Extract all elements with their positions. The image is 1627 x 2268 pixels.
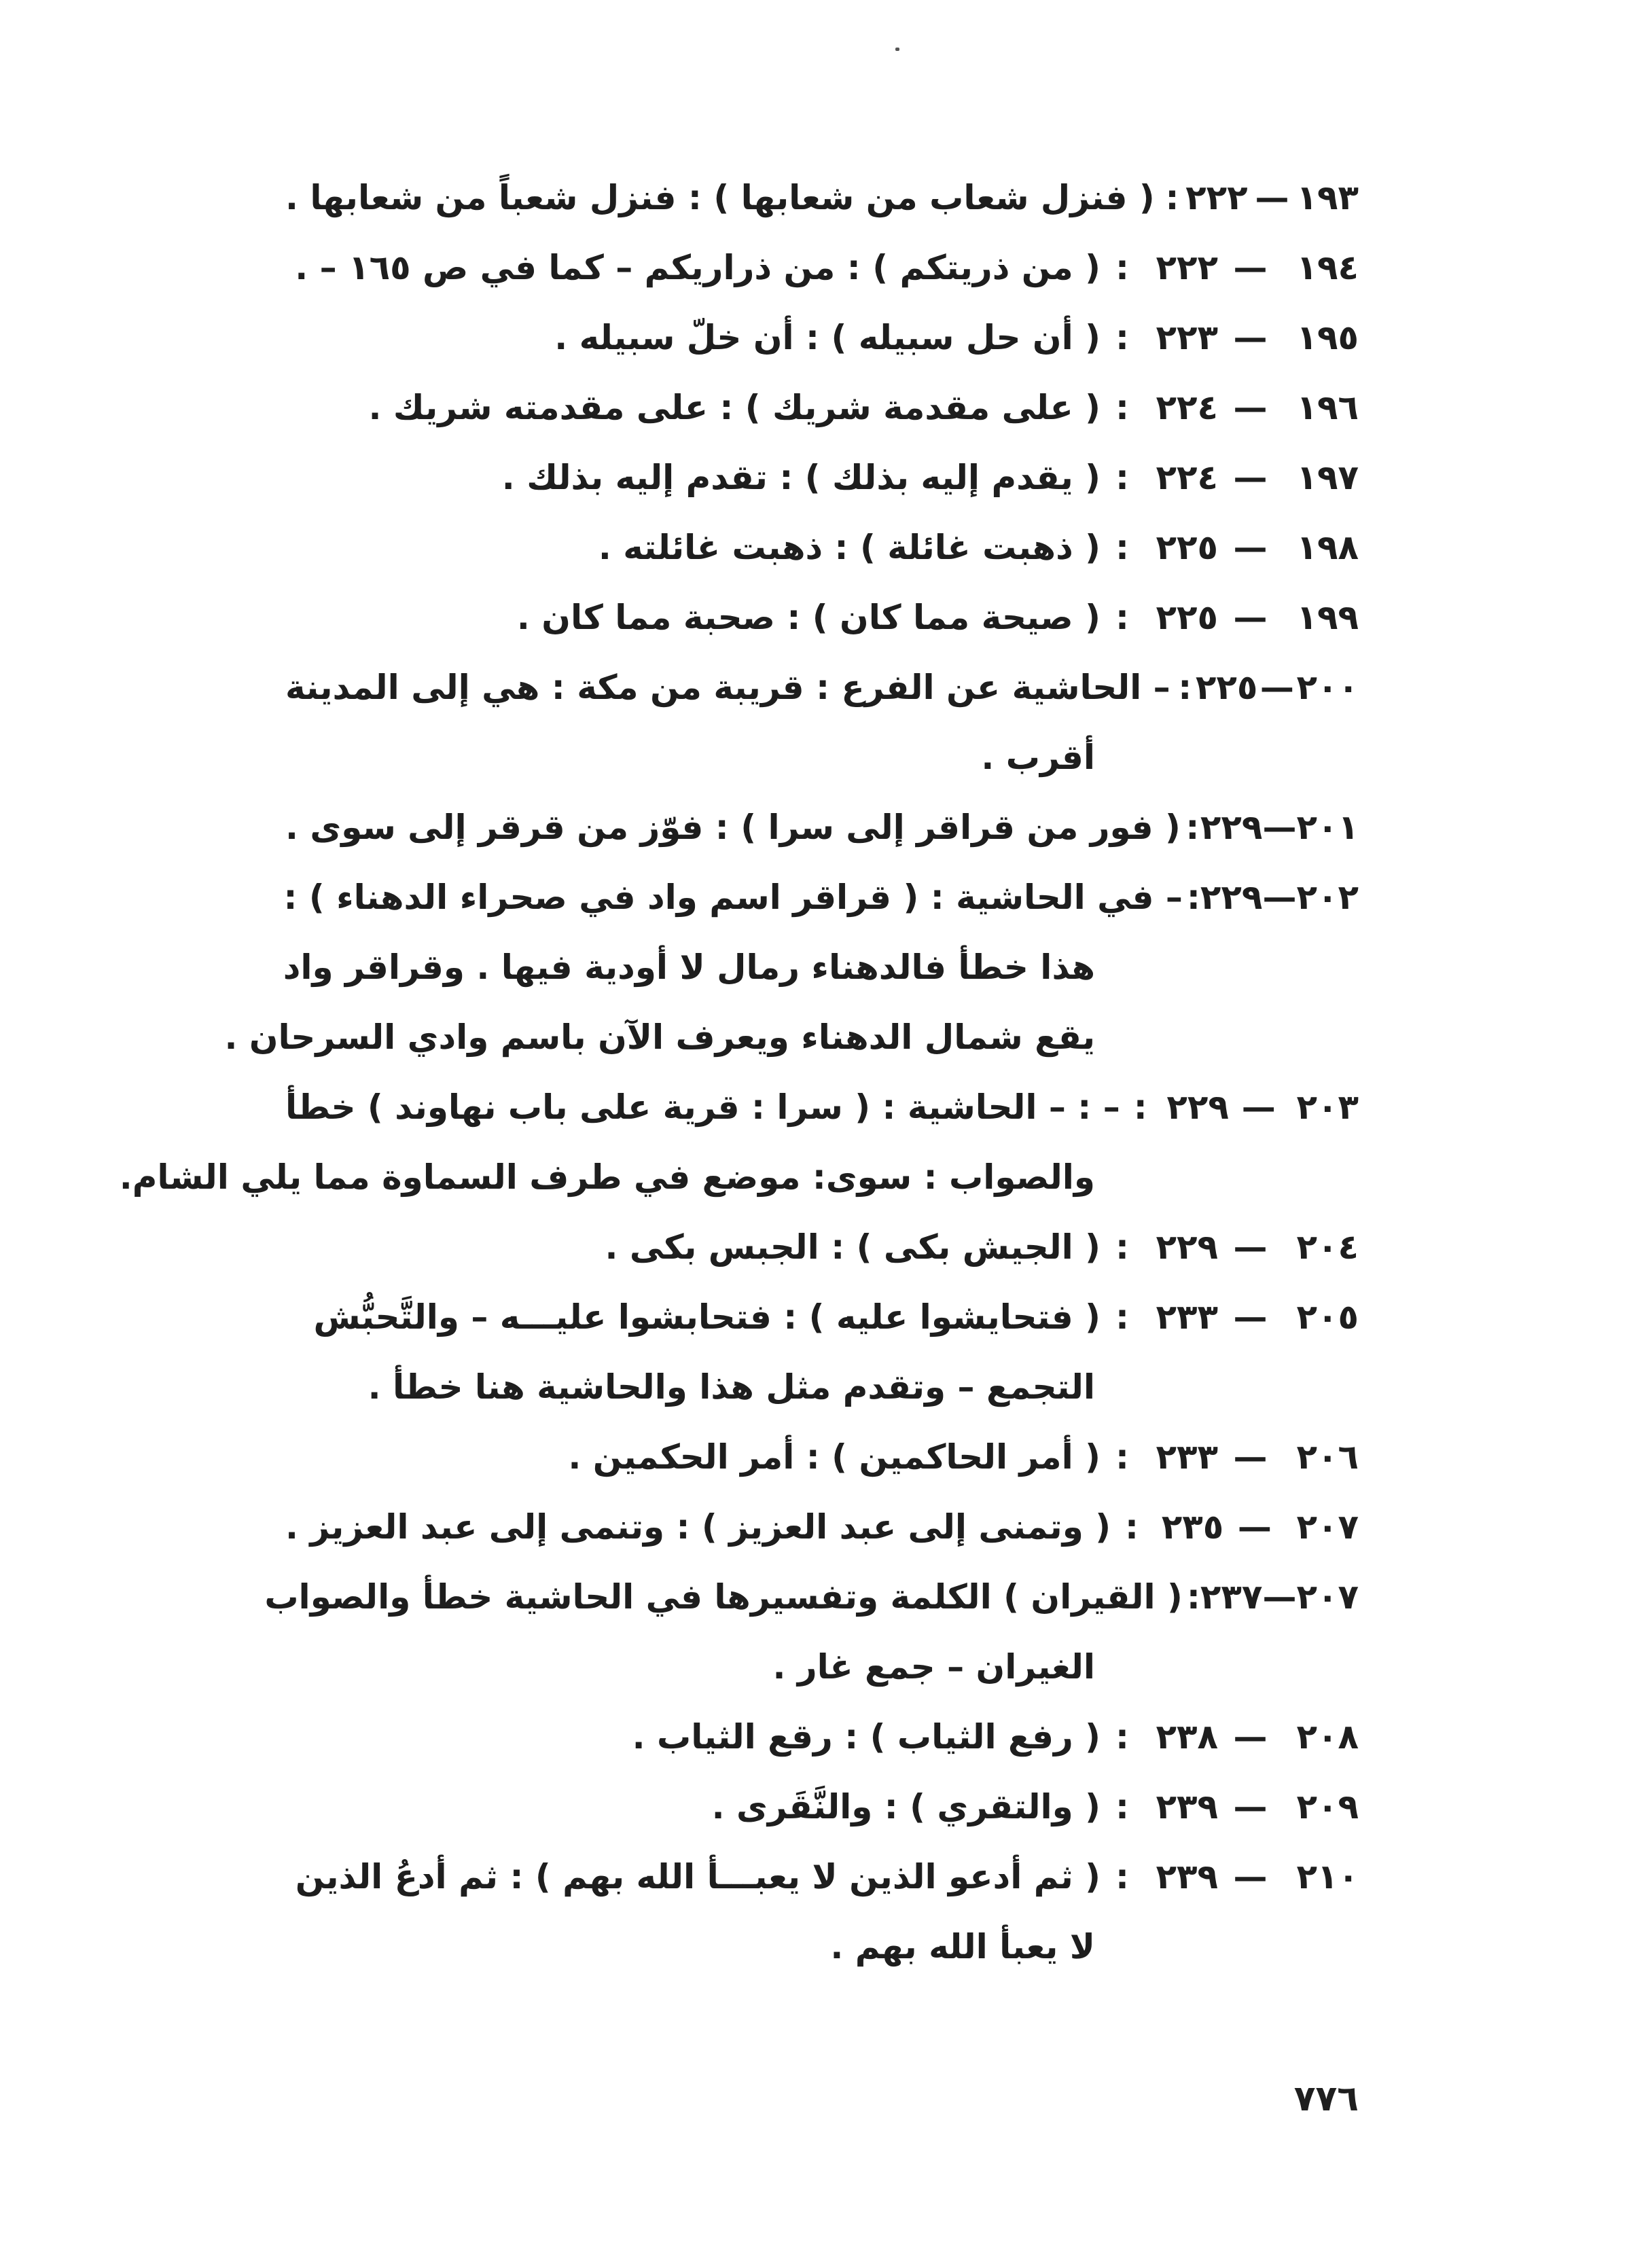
entry-text: ( ذهبت غائلة ) : ذهبت غائلته . — [598, 528, 1101, 567]
entry-number: ١٩٧ — [1296, 458, 1359, 497]
entry-first-line — [285, 793, 1359, 863]
entry-page-ref: ٢٣٩ — [1156, 1787, 1218, 1826]
entry-first-line — [285, 513, 1359, 583]
entry-text: ( القيران ) الكلمة وتفسيرها في الحاشية خطأ والصواب — [264, 1577, 1183, 1617]
scan-speck — [895, 48, 899, 51]
entry-text: ( فتحايشوا عليه ) : فتحابشوا عليـــه – والتَّحبُّش — [313, 1297, 1101, 1337]
entry-continuation-line: التجمع – وتقدم مثل هذا والحاشية هنا خطأ . — [368, 1367, 1095, 1407]
entry-text: ( فور من قراقر إلى سرا ) : فوّز من قرقر إلى سوى . — [285, 808, 1181, 847]
entry-number: ١٩٩ — [1296, 598, 1359, 637]
errata-entry — [285, 513, 1359, 583]
entry-number: ٢٠٥ — [1296, 1297, 1359, 1337]
entry-number: ٢٠٤ — [1296, 1227, 1359, 1267]
entry-number: ٢٠١ — [1296, 808, 1359, 847]
entry-continuation-line: لا يعبأ الله بهم . — [830, 1927, 1095, 1966]
errata-entry — [119, 1073, 1359, 1212]
entry-first-line — [285, 863, 1359, 933]
entry-text: ( فنزل شعاب من شعابها ) : فنزل شعباً من شعابها . — [285, 178, 1155, 217]
entry-first-line — [285, 1282, 1359, 1352]
errata-entry — [285, 653, 1359, 793]
entry-number: ٢٠٨ — [1296, 1717, 1359, 1757]
errata-entry — [285, 793, 1359, 863]
entry-page-ref: ٢٣٥ — [1161, 1507, 1224, 1547]
entry-dash: — — [1233, 1437, 1268, 1477]
entry-dash: — — [1262, 1577, 1297, 1617]
entry-dash: — — [1233, 528, 1268, 567]
entry-colon: : — [1165, 178, 1179, 217]
entry-colon: : — [1185, 808, 1200, 847]
entry-dash: — — [1233, 388, 1268, 427]
entry-page-ref: ٢٢٥ — [1156, 598, 1218, 637]
entry-colon: : — [1115, 458, 1129, 497]
entry-number: ١٩٥ — [1296, 318, 1359, 357]
entry-page-ref: ٢٢٣ — [1156, 318, 1218, 357]
entry-text: ( ثم أدعو الذين لا يعبـــأ الله بهم ) : ثم أدعُ الذين — [295, 1857, 1101, 1896]
entry-colon: : — [1115, 388, 1129, 427]
errata-entry — [285, 373, 1359, 443]
errata-entry — [285, 163, 1359, 233]
entry-dash: — — [1241, 1087, 1276, 1127]
entry-page-ref: ٢٢٢ — [1185, 178, 1248, 217]
entry-colon: : — [1115, 318, 1129, 357]
entry-continuation-line: أقرب . — [981, 738, 1095, 777]
entry-colon: : — [1115, 1857, 1129, 1896]
entry-number: ٢٠٧ — [1296, 1577, 1359, 1617]
entry-colon: : — [1115, 1227, 1129, 1267]
entry-text: ( وتمنى إلى عبد العزيز ) : وتنمى إلى عبد العزيز . — [285, 1507, 1111, 1547]
entry-first-line — [285, 1422, 1359, 1492]
errata-entry — [285, 583, 1359, 653]
errata-entry — [285, 1212, 1359, 1282]
entry-colon: : — [1115, 1717, 1129, 1757]
entry-page-ref: ٢٢٥ — [1195, 668, 1258, 707]
entry-page-ref: ٢٢٤ — [1156, 388, 1218, 427]
entry-text: ( على مقدمة شريك ) : على مقدمته شريك . — [368, 388, 1101, 427]
entry-dash: — — [1262, 808, 1297, 847]
entry-colon: : — [1115, 1297, 1129, 1337]
entry-continuation-line: الغيران – جمع غار . — [772, 1647, 1095, 1687]
entry-colon: : — [1186, 878, 1200, 917]
entry-text: ( أمر الحاكمين ) : أمر الحكمين . — [568, 1437, 1101, 1477]
entry-text: – : – الحاشية : ( سرا : قرية على باب نهاوند ) خطأ — [285, 1087, 1120, 1127]
entry-first-line — [285, 443, 1359, 513]
entry-first-line — [285, 1073, 1359, 1142]
entry-colon: : — [1125, 1507, 1139, 1547]
entry-colon: : — [1115, 528, 1129, 567]
entry-page-ref: ٢٣٧ — [1200, 1577, 1263, 1617]
entry-number: ٢٠٣ — [1296, 1087, 1359, 1127]
page-number: ٧٧٦ — [1293, 2078, 1359, 2119]
entry-text: ( أن حل سبيله ) : أن خلّ سبيله . — [554, 318, 1101, 357]
entry-number: ٢١٠ — [1296, 1857, 1359, 1896]
errata-entry — [285, 1772, 1359, 1842]
errata-entry — [285, 1422, 1359, 1492]
entry-page-ref: ٢٢٩ — [1200, 808, 1263, 847]
entry-first-line — [285, 1492, 1359, 1562]
entry-dash: — — [1233, 598, 1268, 637]
entry-text: – في الحاشية : ( قراقر اسم واد في صحراء الدهناء ) : — [283, 878, 1183, 917]
entry-dash: — — [1262, 878, 1297, 917]
entry-text: ( صيحة مما كان ) : صحبة مما كان . — [516, 598, 1101, 637]
entry-first-line — [285, 653, 1359, 723]
entry-dash: — — [1259, 668, 1294, 707]
entry-page-ref: ٢٢٢ — [1156, 248, 1218, 287]
entry-first-line — [285, 163, 1359, 233]
errata-entry — [285, 1492, 1359, 1562]
errata-entry — [285, 303, 1359, 373]
entry-colon: : — [1186, 1577, 1200, 1617]
entry-number: ١٩٨ — [1296, 528, 1359, 567]
entry-first-line — [285, 233, 1359, 303]
entry-dash: — — [1233, 458, 1268, 497]
entry-dash: — — [1255, 178, 1289, 217]
entry-number: ١٩٦ — [1296, 388, 1359, 427]
entry-page-ref: ٢٣٣ — [1156, 1297, 1218, 1337]
entry-number: ٢٠٩ — [1296, 1787, 1359, 1826]
entry-dash: — — [1233, 248, 1268, 287]
entry-first-line — [285, 373, 1359, 443]
entry-colon: : — [1133, 1087, 1147, 1127]
entry-page-ref: ٢٢٤ — [1156, 458, 1218, 497]
entry-colon: : — [1178, 668, 1192, 707]
entry-page-ref: ٢٢٩ — [1166, 1087, 1229, 1127]
entry-dash: — — [1233, 1297, 1268, 1337]
entry-first-line — [264, 1562, 1359, 1632]
entry-text: ( والتقري ) : والنَّقَرى . — [711, 1787, 1101, 1826]
entry-colon: : — [1115, 598, 1129, 637]
entry-continuation-line: والصواب : سوى: موضع في طرف السماوة مما يلي الشام. — [119, 1157, 1095, 1197]
entry-page-ref: ٢٢٩ — [1156, 1227, 1218, 1267]
entry-dash: — — [1233, 1227, 1268, 1267]
entry-number: ١٩٣ — [1296, 178, 1359, 217]
errata-entry — [224, 863, 1359, 1073]
entry-number: ٢٠٦ — [1296, 1437, 1359, 1477]
entry-first-line — [285, 1772, 1359, 1842]
entry-number: ٢٠٠ — [1296, 668, 1359, 707]
entry-number: ٢٠٢ — [1296, 878, 1359, 917]
entry-text: ( الجيش بكى ) : الجبس بكى . — [605, 1227, 1101, 1267]
errata-entry — [285, 1842, 1359, 1982]
entry-first-line — [285, 1842, 1359, 1912]
entry-page-ref: ٢٣٩ — [1156, 1857, 1218, 1896]
entry-page-ref: ٢٣٣ — [1156, 1437, 1218, 1477]
entry-colon: : — [1115, 248, 1129, 287]
entry-page-ref: ٢٣٨ — [1156, 1717, 1218, 1757]
entry-page-ref: ٢٢٥ — [1156, 528, 1218, 567]
entry-number: ٢٠٧ — [1296, 1507, 1359, 1547]
entry-dash: — — [1233, 1717, 1268, 1757]
entry-first-line — [285, 583, 1359, 653]
errata-entry — [285, 1282, 1359, 1422]
entry-text: ( رفع الثياب ) : رقع الثياب . — [632, 1717, 1101, 1757]
errata-entry — [264, 1562, 1359, 1702]
entry-continuation-line: هذا خطأ فالدهناء رمال لا أودية فيها . وقراقر واد — [283, 948, 1095, 987]
entry-text: ( يقدم إليه بذلك ) : تقدم إليه بذلك . — [501, 458, 1101, 497]
errata-list — [119, 163, 1359, 1982]
entry-continuation-line: يقع شمال الدهناء ويعرف الآن باسم وادي السرحان . — [224, 1018, 1095, 1057]
entry-dash: — — [1237, 1507, 1272, 1547]
entry-text: ( من ذريتكم ) : من ذراريكم – كما في ص ١٦٥ – . — [295, 248, 1101, 287]
errata-entry — [285, 443, 1359, 513]
entry-dash: — — [1233, 318, 1268, 357]
entry-colon: : — [1115, 1437, 1129, 1477]
entry-page-ref: ٢٢٩ — [1200, 878, 1263, 917]
entry-number: ١٩٤ — [1296, 248, 1359, 287]
entry-first-line — [285, 1212, 1359, 1282]
errata-entry — [285, 233, 1359, 303]
entry-first-line — [285, 303, 1359, 373]
errata-entry — [285, 1702, 1359, 1772]
entry-text: – الحاشية عن الفرع : قريبة من مكة : هي إلى المدينة — [285, 668, 1170, 707]
entry-first-line — [285, 1702, 1359, 1772]
entry-colon: : — [1115, 1787, 1129, 1826]
entry-dash: — — [1233, 1787, 1268, 1826]
entry-dash: — — [1233, 1857, 1268, 1896]
